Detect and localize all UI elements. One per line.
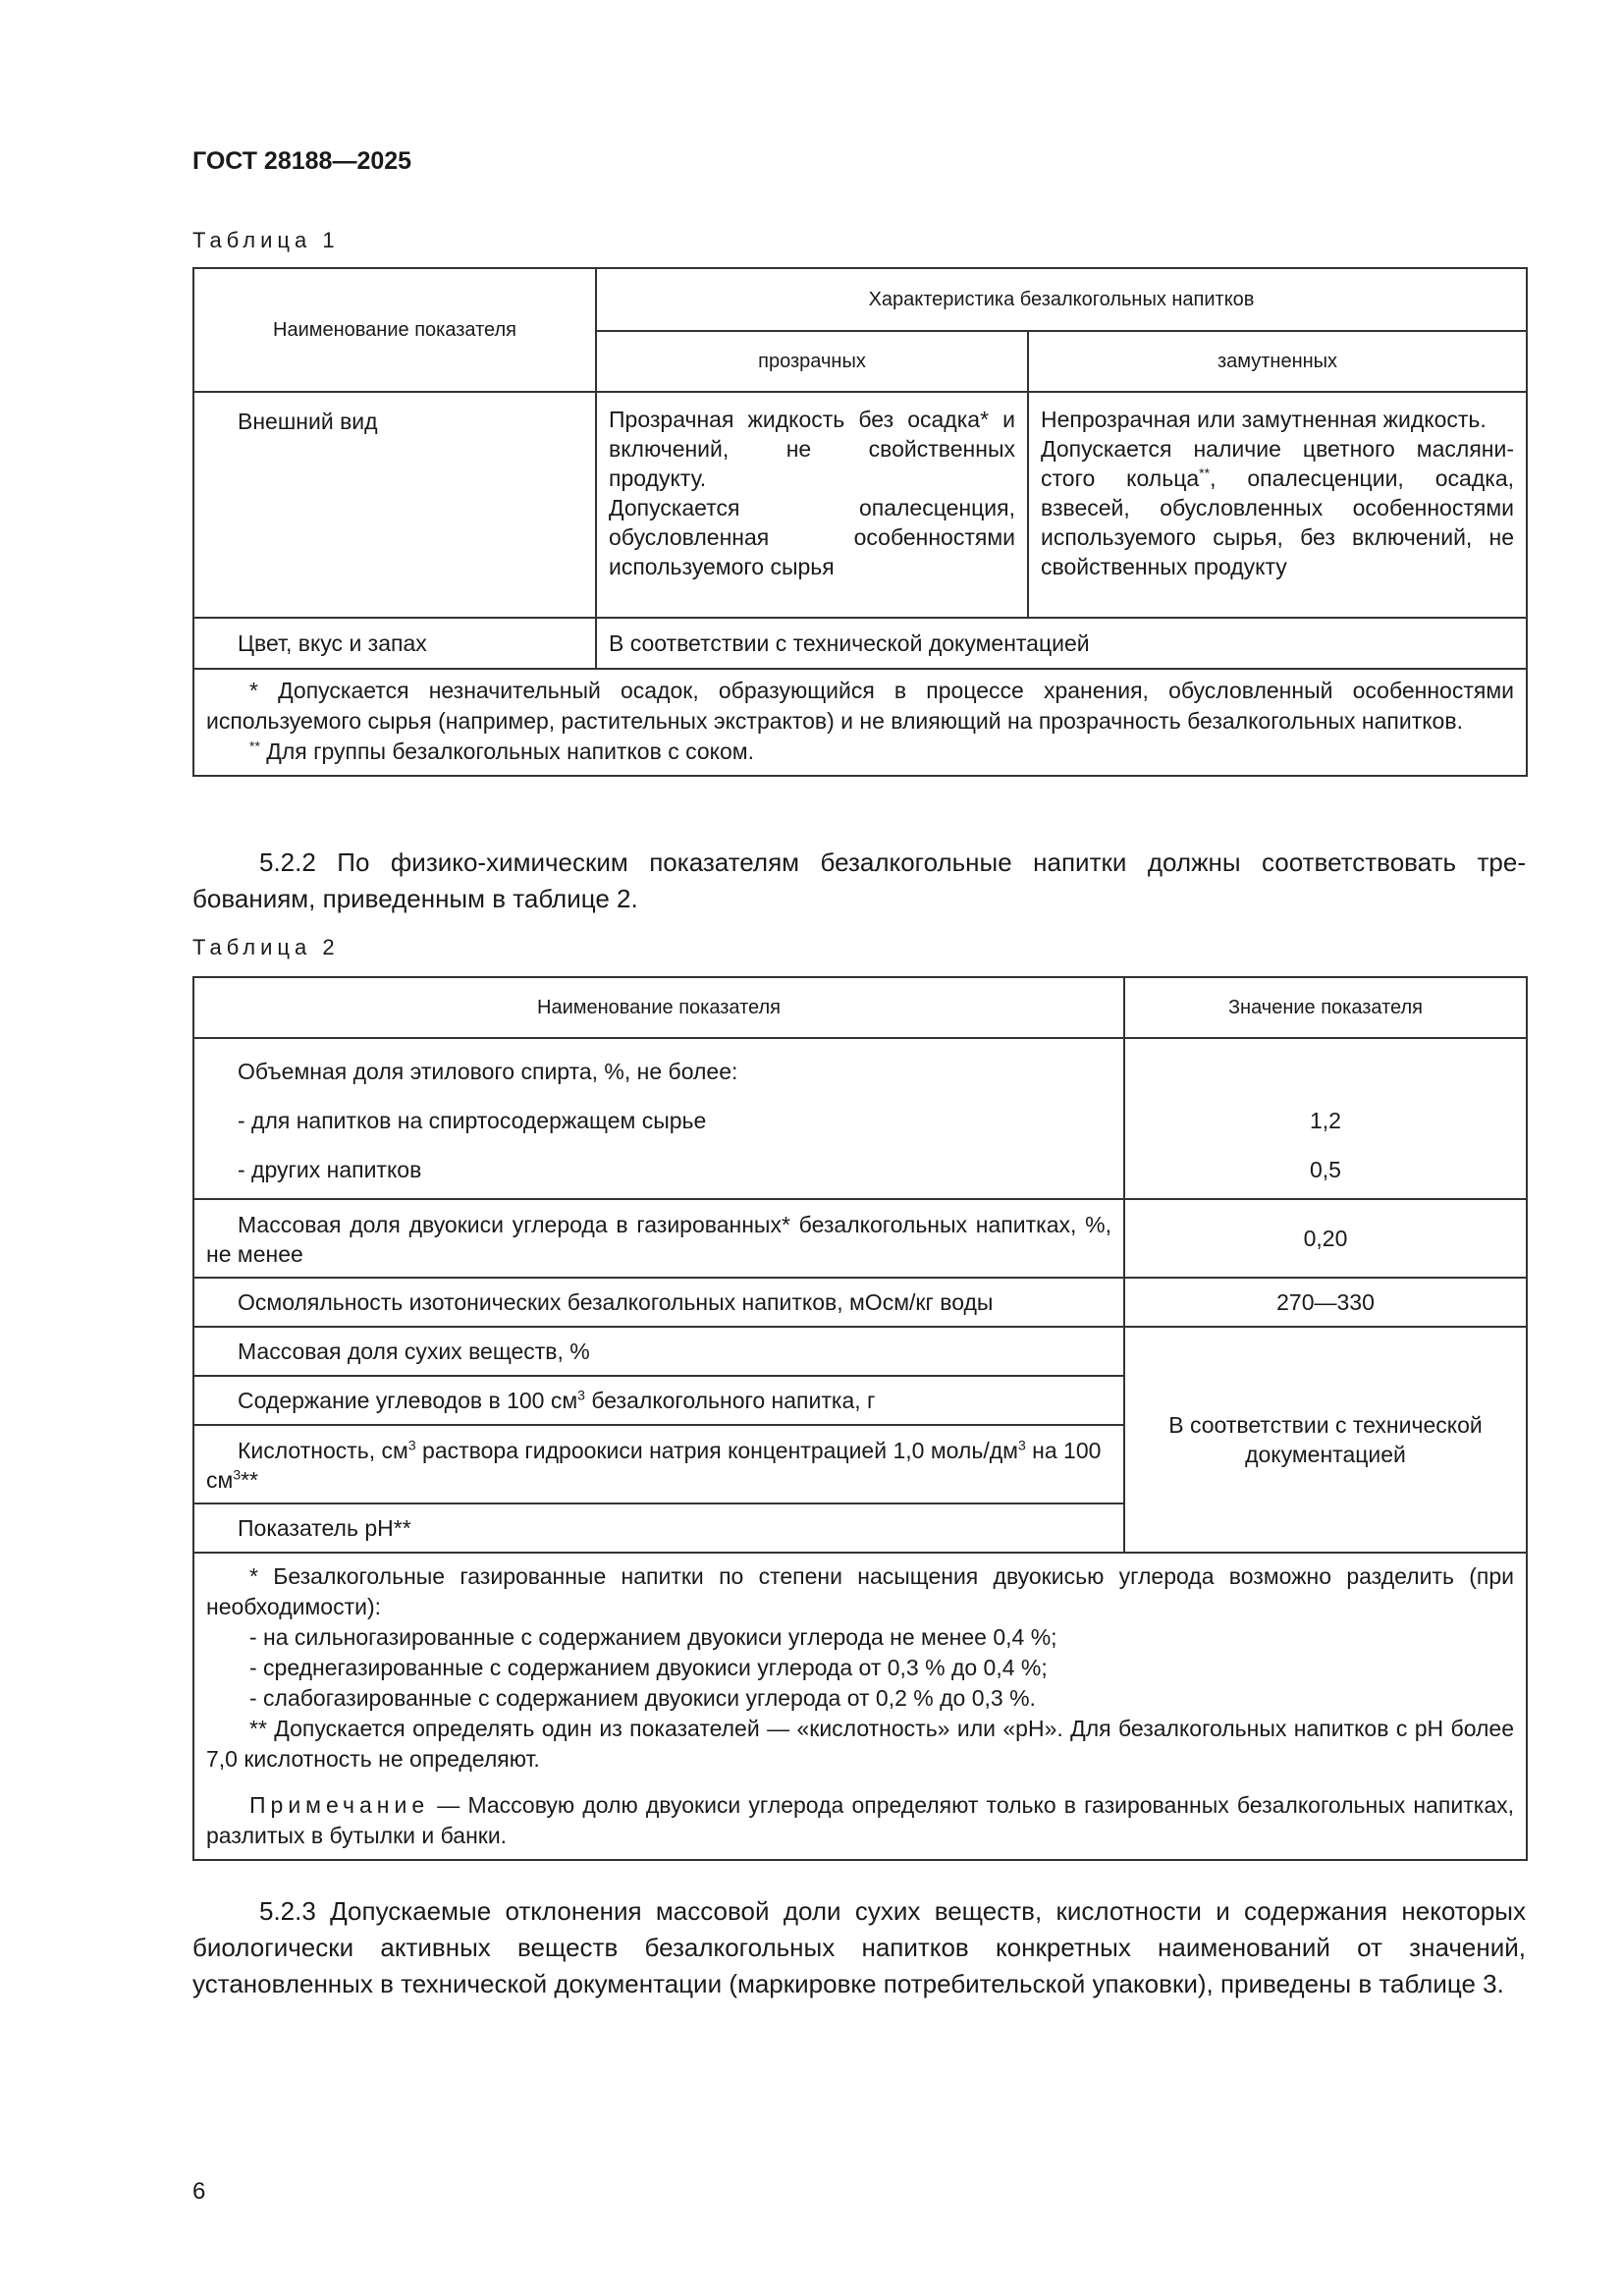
row-ph: Показатель рН** <box>193 1503 1124 1553</box>
table-row <box>193 392 1527 618</box>
table2-header-name: Наименование показателя <box>193 977 1124 1038</box>
table1 <box>192 267 1528 777</box>
table2 <box>192 976 1528 1861</box>
table-row <box>193 1038 1527 1199</box>
table-row <box>193 1199 1527 1278</box>
cell-clear-appearance: Прозрачная жидкость без осадка* и включений, не свойственных продукту. Допускается опалесценция, обусловленная особенностями используемого сырья <box>596 392 1028 618</box>
list-item: - на сильногазированные с содержанием двуокиси углерода не менее 0,4 %; <box>249 1624 1057 1650</box>
standard-designation: ГОСТ 28188—2025 <box>192 147 412 175</box>
value-merged-tech-doc: В соответствии с технической документацией <box>1124 1327 1527 1553</box>
table1-header-name: Наименование показателя <box>193 268 596 392</box>
table2-caption: Таблица 2 <box>192 935 340 959</box>
list-item: - среднегазированные с содержанием двуокиси углерода от 0,3 % до 0,4 %; <box>249 1655 1048 1680</box>
footnote-1: * Допускается незначительный осадок, образующийся в процессе хранения, обусловленный особенностями используемого сырья (например, растительных экстрактов) и не влияющий на прозрачность безалкогольных напитков. <box>206 678 1514 734</box>
cell-value: В соответствии с технической документацией <box>596 618 1527 669</box>
footnote-1: * Безалкогольные газированные напитки по степени насыщения двуокисью углерода возможно разделить (при необходимости): <box>206 1563 1514 1619</box>
table2-footnotes <box>193 1553 1527 1860</box>
table1-footnotes <box>193 669 1527 776</box>
paragraph-5-2-2: 5.2.2 По физико-химическим показателям безалкогольные напитки должны соответствовать требованиям, приведенным в таблице 2. <box>192 847 1526 913</box>
row-acidity: Кислотность, $см^3$ раствора гидроокиси натрия концентрацией 1,0 моль/$дм^3$ на 100 $см^3**$ <box>193 1425 1124 1503</box>
cell-cloudy-appearance: Непрозрачная или замутненная жидкость. Допускается наличие цветного маслянистого кольца**, опалесценции, осадка, взвесей, обусловленных особенностями используемого сырья, без включений, не свойственных продукту <box>1028 392 1527 618</box>
table-row <box>193 1327 1527 1376</box>
value-co2: 0,20 <box>1124 1199 1527 1278</box>
footnote-2: ** Допускается определять один из показателей — «кислотность» или «рН». Для безалкогольных напитков с рН более 7,0 кислотность не определяют. <box>206 1716 1514 1772</box>
table1-header-group: Характеристика безалкогольных напитков <box>596 268 1527 331</box>
footnote-2: ** Для группы безалкогольных напитков с соком. <box>249 738 754 764</box>
row-carbohydrates: Содержание углеводов в 100 $см^3$ безалкогольного напитка, г <box>193 1376 1124 1425</box>
row-alcohol: Объемная доля этилового спирта, %, не более: - для напитков на спиртосодержащем сырье - других напитков <box>193 1038 1124 1199</box>
table2-header-value: Значение показателя <box>1124 977 1527 1038</box>
row-osmolality: Осмоляльность изотонических безалкогольных напитков, мОсм/кг воды <box>193 1278 1124 1327</box>
list-item: - слабогазированные с содержанием двуокиси углерода от 0,2 % до 0,3 %. <box>249 1685 1036 1711</box>
table1-header-cloudy: замутненных <box>1028 331 1527 392</box>
value-osmolality: 270—330 <box>1124 1278 1527 1327</box>
table-row <box>193 1278 1527 1327</box>
table2-note: Примечание — Массовую долю двуокиси углерода определяют только в газированных безалкогольных напитках, разлитых в бутылки и банки. <box>206 1792 1514 1848</box>
row-name: Внешний вид <box>193 392 596 618</box>
paragraph-5-2-3: 5.2.3 Допускаемые отклонения массовой доли сухих веществ, кислотности и содержания некоторых биологически активных веществ безалкогольных напитков конкретных наименований от значений, установленных в технической документации (маркировке потребительской упаковки), приведены в таблице 3. <box>192 1896 1526 1998</box>
value-alcohol: 1,2 0,5 <box>1124 1038 1527 1199</box>
table-row <box>193 618 1527 669</box>
row-co2: Массовая доля двуокиси углерода в газированных* безалкогольных напитках, %, не менее <box>193 1199 1124 1278</box>
page-number: 6 <box>192 2178 206 2205</box>
row-dry-matter: Массовая доля сухих веществ, % <box>193 1327 1124 1376</box>
row-name: Цвет, вкус и запах <box>193 618 596 669</box>
table1-caption: Таблица 1 <box>192 228 340 252</box>
table1-header-clear: прозрачных <box>596 331 1028 392</box>
